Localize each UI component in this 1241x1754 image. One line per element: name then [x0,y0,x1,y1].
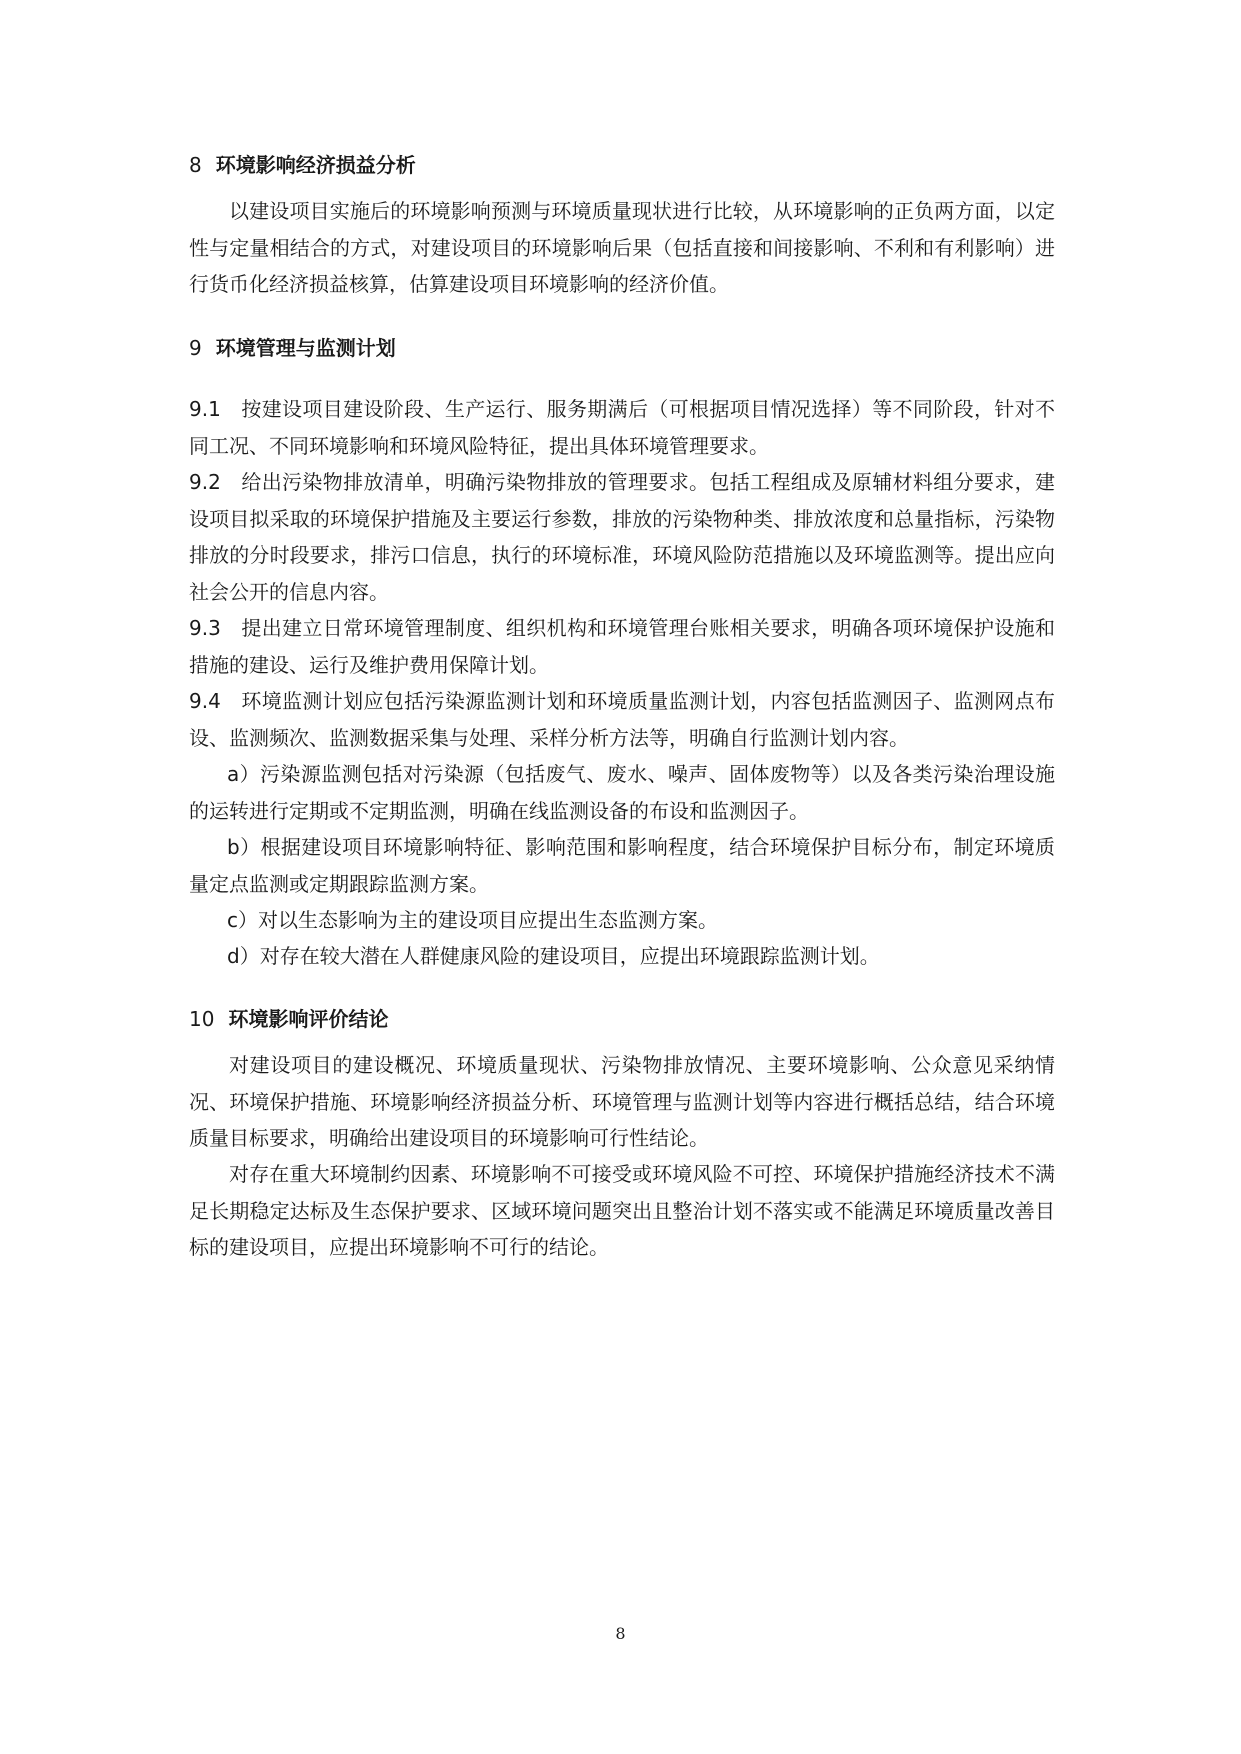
clause-text: 给出污染物排放清单，明确污染物排放的管理要求。包括工程组成及原辅材料组分要求，建设项目拟采取的环境保护措施及主要运行参数，排放的污染物种类、排放浓度和总量指标，污染物排放的分时段要求，排污口信息，执行的环境标准，环境风险防范措施以及环境监测等。提出应向社会公开的信息内容。 [189,470,1055,604]
section-9-heading [189,333,1055,363]
subitem-a: a）污染源监测包括对污染源（包括废气、废水、噪声、固体废物等）以及各类污染治理设施的运转进行定期或不定期监测，明确在线监测设备的布设和监测因子。 [189,762,1055,823]
clause-9-1 [189,391,1055,464]
clause-number: 9.2 [189,470,221,494]
section-number: 8 [189,153,202,177]
clause-number: 9.1 [189,397,221,421]
section-8-heading [189,150,1055,180]
clause-number: 9.4 [189,689,221,713]
section-10-heading [189,1004,1055,1034]
clause-9-3 [189,610,1055,683]
clause-text: 环境监测计划应包括污染源监测计划和环境质量监测计划，内容包括监测因子、监测网点布设、监测频次、监测数据采集与处理、采样分析方法等，明确自行监测计划内容。 [189,689,1055,750]
clause-text: 提出建立日常环境管理制度、组织机构和环境管理台账相关要求，明确各项环境保护设施和措施的建设、运行及维护费用保障计划。 [189,616,1055,677]
clause-9-4 [189,683,1055,756]
subitem-c: c）对以生态影响为主的建设项目应提出生态监测方案。 [227,908,718,932]
subitem-d: d）对存在较大潜在人群健康风险的建设项目，应提出环境跟踪监测计划。 [227,944,880,968]
section-number: 10 [189,1007,215,1031]
subitem-b: b）根据建设项目环境影响特征、影响范围和影响程度，结合环境保护目标分布，制定环境质量定点监测或定期跟踪监测方案。 [189,835,1055,896]
section-title: 环境影响评价结论 [228,1007,389,1031]
section-8-paragraph: 以建设项目实施后的环境影响预测与环境质量现状进行比较，从环境影响的正负两方面，以定性与定量相结合的方式，对建设项目的环境影响后果（包括直接和间接影响、不利和有利影响）进行货币化经济损益核算，估算建设项目环境影响的经济价值。 [189,199,1055,296]
page-number: 8 [615,1624,626,1643]
section-10-paragraph-1: 对建设项目的建设概况、环境质量现状、污染物排放情况、主要环境影响、公众意见采纳情况、环境保护措施、环境影响经济损益分析、环境管理与监测计划等内容进行概括总结，结合环境质量目标要求，明确给出建设项目的环境影响可行性结论。 [189,1053,1055,1150]
section-10-paragraph-2: 对存在重大环境制约因素、环境影响不可接受或环境风险不可控、环境保护措施经济技术不满足长期稳定达标及生态保护要求、区域环境问题突出且整治计划不落实或不能满足环境质量改善目标的建设项目，应提出环境影响不可行的结论。 [189,1162,1055,1259]
section-title: 环境管理与监测计划 [215,336,396,360]
clause-9-2 [189,464,1055,610]
section-title: 环境影响经济损益分析 [215,153,416,177]
section-number: 9 [189,336,202,360]
clause-text: 按建设项目建设阶段、生产运行、服务期满后（可根据项目情况选择）等不同阶段，针对不同工况、不同环境影响和环境风险特征，提出具体环境管理要求。 [189,397,1055,458]
clause-number: 9.3 [189,616,221,640]
